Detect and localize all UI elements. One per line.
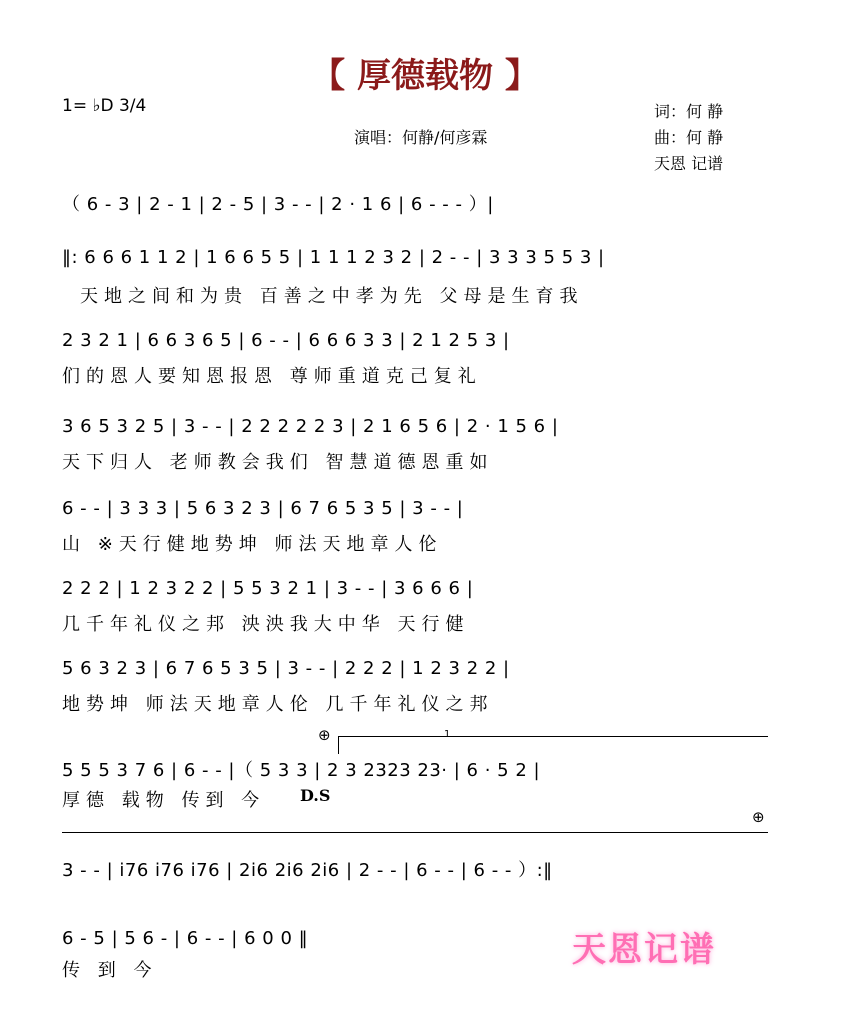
lyric-line: 传 到 今 [62,960,158,981]
song-title: 【 厚德载物 】 [311,56,539,96]
coda-sign: ⊕ [752,808,765,826]
watermark-logo: 天恩记谱 [572,930,716,970]
coda-sign: ⊕ [318,726,331,744]
score-line: ‖: 6 6 6 1 1 2 | 1 6 6 5 5 | 1 1 1 2 3 2 | 2 - - | 3 3 3 5 5 3 | [62,247,605,268]
volta-bracket [338,736,768,738]
section-rule [62,832,768,833]
lyricist-credit: 词：何 静 [654,102,724,121]
lyric-line: 厚德 载物 传到 今 [62,790,266,811]
score-line: 6 - 5 | 5 6 - | 6 - - | 6 0 0 ‖ [62,928,309,949]
score-line: 3 6 5 3 2 5 | 3 - - | 2 2 2 2 2 3 | 2 1 6 5 6 | 2 · 1 5 6 | [62,416,559,437]
score-line: （ 6 - 3 | 2 - 1 | 2 - 5 | 3 - - | 2 · 1 6 | 6 - - - ）| [62,194,494,215]
volta-bracket-hook [338,736,339,754]
singer-credit: 演唱：何静/何彦霖 [354,128,488,147]
lyric-line: 天地之间和为贵 百善之中孝为先 父母是生育我 [80,286,584,307]
lyric-line: 们的恩人要知恩报恩 尊师重道克己复礼 [62,366,482,387]
composer-credit: 曲：何 静 [654,128,724,147]
lyric-line: 几千年礼仪之邦 泱泱我大中华 天行健 [62,614,470,635]
score-line: 2 2 2 | 1 2 3 2 2 | 5 5 3 2 1 | 3 - - | 3 6 6 6 | [62,578,474,599]
score-line: 5 5 5 3 7 6 | 6 - - |（ 5 3 3 | 2 3 2323 23· | 6 · 5 2 | [62,760,541,781]
transcriber-credit: 天恩 记谱 [654,154,724,173]
lyric-line: 山 ※天行健地势坤 师法天地章人伦 [62,534,443,555]
volta-number: 1 [444,729,451,740]
score-line: 2 3 2 1 | 6 6 3 6 5 | 6 - - | 6 6 6 3 3 | 2 1 2 5 3 | [62,330,510,351]
score-line: 3 - - | i76 i76 i76 | 2i6 2i6 2i6 | 2 - - | 6 - - | 6 - - ）:‖ [62,860,553,881]
lyric-line: 天下归人 老师教会我们 智慧道德恩重如 [62,452,494,473]
score-line: 6 - - | 3 3 3 | 5 6 3 2 3 | 6 7 6 5 3 5 | 3 - - | [62,498,464,519]
ds-mark: D.S [300,786,331,805]
key-signature: 1= ♭D 3/4 [62,96,147,116]
lyric-line: 地势坤 师法天地章人伦 几千年礼仪之邦 [62,694,494,715]
score-line: 5 6 3 2 3 | 6 7 6 5 3 5 | 3 - - | 2 2 2 | 1 2 3 2 2 | [62,658,510,679]
